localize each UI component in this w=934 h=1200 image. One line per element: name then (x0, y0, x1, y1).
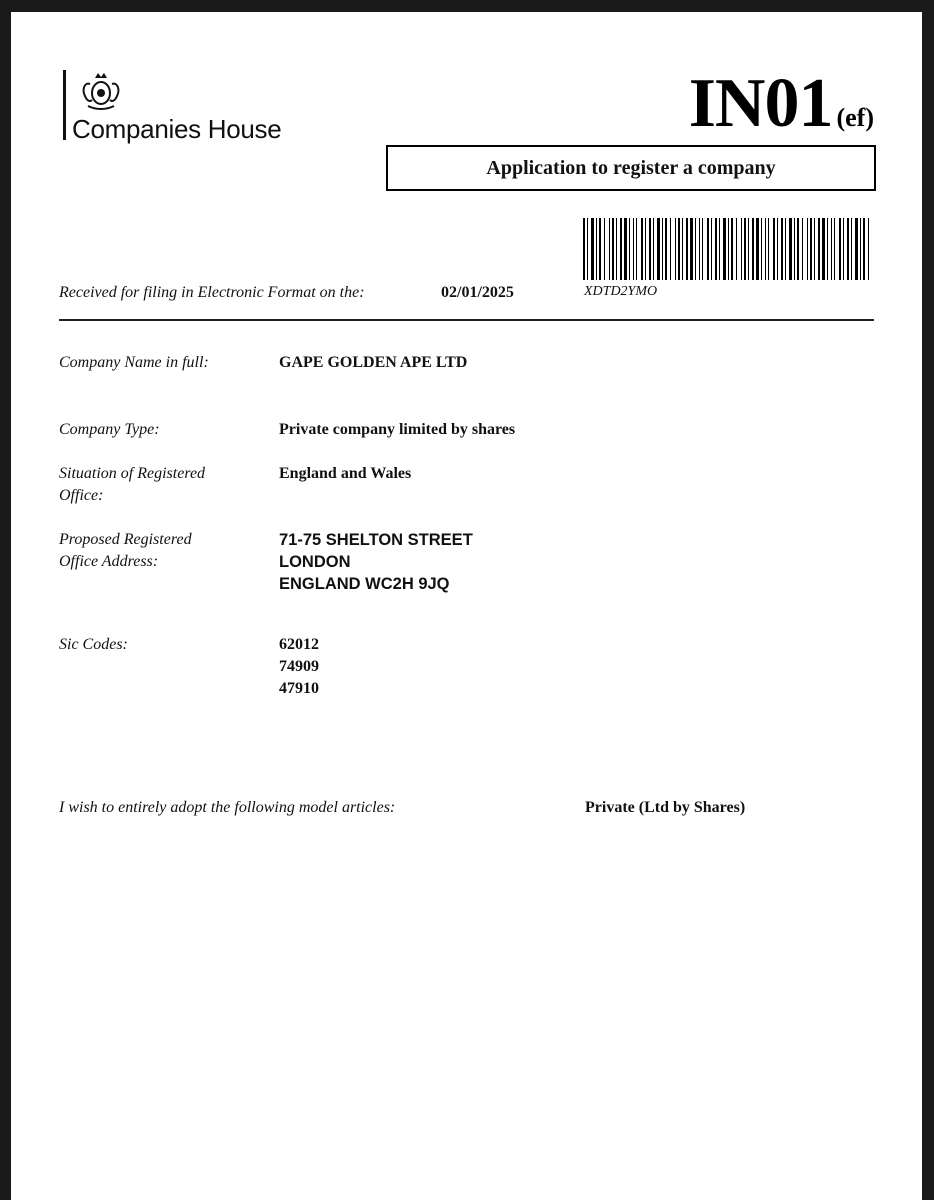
barcode-stripe (777, 218, 778, 280)
barcode-stripe (741, 218, 742, 280)
barcode-stripe (768, 218, 769, 280)
barcode-stripe (822, 218, 825, 280)
barcode-stripe (686, 218, 688, 280)
barcode-stripe (675, 218, 676, 280)
barcode-stripe (851, 218, 852, 280)
barcode-stripe (855, 218, 858, 280)
barcode-stripe (624, 218, 627, 280)
barcode-stripe (657, 218, 660, 280)
barcode-stripe (653, 218, 654, 280)
model-articles-label: I wish to entirely adopt the following model articles: (59, 799, 396, 816)
sic-codes-value (279, 634, 319, 700)
barcode-stripe (827, 218, 828, 280)
barcode-stripe (711, 218, 712, 280)
address-value (279, 529, 473, 595)
form-title: Application to register a company (486, 156, 776, 179)
barcode-stripe (604, 218, 605, 280)
barcode-stripe (616, 218, 617, 280)
barcode-stripe (785, 218, 786, 280)
company-name-label: Company Name in full: (59, 354, 209, 371)
barcode-stripe (744, 218, 746, 280)
company-type-value: Private company limited by shares (279, 421, 516, 438)
form-code-suffix: (ef) (836, 103, 874, 132)
barcode-stripe (736, 218, 737, 280)
barcode-code: XDTD2YMO (584, 284, 658, 299)
barcode-stripe (620, 218, 622, 280)
sic-codes-label: Sic Codes: (59, 636, 128, 653)
barcode-stripe (723, 218, 726, 280)
barcode-stripe (781, 218, 783, 280)
barcode-stripe (649, 218, 651, 280)
barcode-stripe (636, 218, 637, 280)
form-code (689, 64, 874, 144)
barcode-stripe (752, 218, 754, 280)
barcode-stripe (728, 218, 729, 280)
logo-divider (63, 70, 66, 140)
barcode-stripe (789, 218, 792, 280)
barcode-stripe (868, 218, 869, 280)
barcode-stripe (682, 218, 683, 280)
situation-value: England and Wales (279, 465, 412, 482)
form-page (11, 12, 922, 1200)
barcode-stripe (719, 218, 720, 280)
barcode-stripe (699, 218, 700, 280)
barcode-stripe (731, 218, 733, 280)
barcode-stripe (765, 218, 766, 280)
barcode-stripe (670, 218, 671, 280)
barcode-stripe (695, 218, 696, 280)
barcode-stripe (633, 218, 634, 280)
barcode-stripe (839, 218, 841, 280)
address-line: LONDON (279, 553, 351, 571)
barcode-stripe (756, 218, 759, 280)
royal-crest-icon (76, 68, 126, 112)
barcode-stripe (860, 218, 861, 280)
barcode-stripe (797, 218, 799, 280)
model-articles-value: Private (Ltd by Shares) (585, 799, 746, 816)
org-name: Companies House (72, 114, 282, 144)
barcode-stripe (761, 218, 762, 280)
barcode-stripe (794, 218, 795, 280)
barcode-stripe (641, 218, 643, 280)
header-rule (59, 319, 874, 321)
address-line: ENGLAND WC2H 9JQ (279, 575, 450, 593)
address-line: 71-75 SHELTON STREET (279, 531, 473, 549)
company-name-value: GAPE GOLDEN APE LTD (279, 354, 468, 371)
barcode-stripe (599, 218, 601, 280)
barcode-stripe (773, 218, 775, 280)
barcode-stripe (847, 218, 849, 280)
barcode-stripe (662, 218, 663, 280)
barcode-stripe (645, 218, 646, 280)
barcode-stripe (814, 218, 815, 280)
form-title-box (386, 145, 876, 191)
barcode-stripe (629, 218, 630, 280)
barcode-stripe (863, 218, 865, 280)
barcode-stripe (665, 218, 667, 280)
barcode-stripe (831, 218, 832, 280)
barcode-stripe (702, 218, 703, 280)
company-type-label: Company Type: (59, 421, 160, 438)
form-code-number: IN01 (688, 65, 833, 142)
barcode-stripe (678, 218, 680, 280)
barcode-stripe (583, 218, 585, 280)
barcode-stripe (609, 218, 610, 280)
barcode-stripe (810, 218, 812, 280)
received-label: Received for filing in Electronic Format on the: (59, 284, 365, 301)
sic-code: 47910 (279, 680, 319, 697)
barcode-image (583, 218, 873, 280)
barcode-stripe (807, 218, 808, 280)
barcode-stripe (715, 218, 717, 280)
sic-code: 74909 (279, 658, 319, 675)
barcode-stripe (612, 218, 614, 280)
barcode-stripe (591, 218, 594, 280)
barcode-stripe (818, 218, 820, 280)
barcode-stripe (843, 218, 844, 280)
sic-code: 62012 (279, 636, 319, 653)
situation-label: Situation of Registered Office: (59, 465, 206, 504)
companies-house-logo (58, 58, 318, 148)
received-date: 02/01/2025 (441, 284, 514, 301)
barcode-stripe (690, 218, 693, 280)
barcode-stripe (596, 218, 597, 280)
barcode-stripe (748, 218, 749, 280)
barcode-stripe (707, 218, 709, 280)
barcode-stripe (802, 218, 803, 280)
barcode-stripe (587, 218, 588, 280)
address-label: Proposed Registered Office Address: (59, 531, 192, 570)
barcode-stripe (834, 218, 835, 280)
